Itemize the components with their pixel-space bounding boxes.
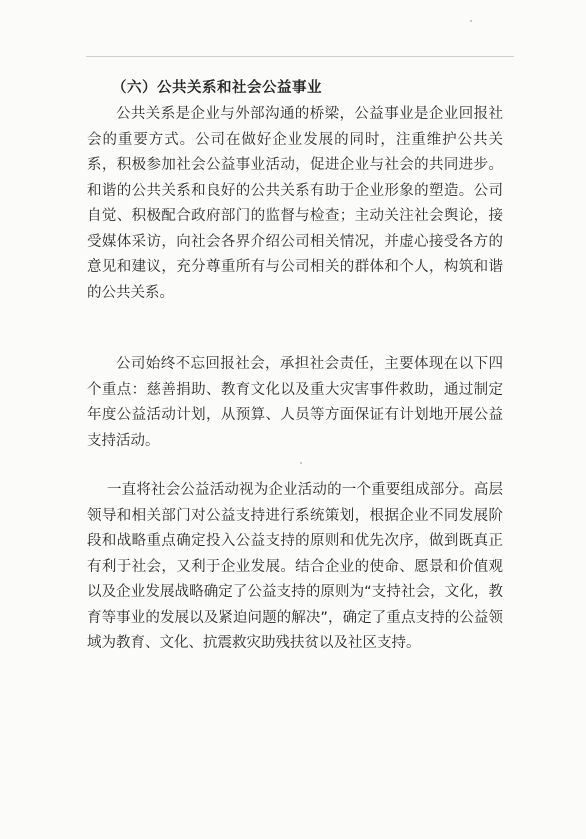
scan-speck bbox=[470, 20, 472, 22]
body-paragraph: 公司始终不忘回报社会，承担社会责任，主要体现在以下四个重点：慈善捐助、教育文化以及重大灾害事件救助，通过制定年度公益活动计划，从预算、人员等方面保证有计划地开展公益支持活动。 bbox=[87, 356, 503, 449]
body-paragraph: 一直将社会公益活动视为企业活动的一个重要组成部分。高层领导和相关部门对公益支持进行系统策划，根据企业不同发展阶段和战略重点确定投入公益支持的原则和优先次序，做到既真正有利于社会，又利于企业发展。结合企业的使命、愿景和价值观以及企业发展战略确定了公益支持的原则为“支持社会，文化，教育等事业的发展以及紧迫问题的解决”，确定了重点支持的公益领域为教育、文化、抗震救灾助残扶贫以及社区支持。 bbox=[87, 482, 503, 651]
section-heading: （六）公共关系和社会公益事业 bbox=[112, 80, 322, 96]
scan-speck bbox=[300, 462, 302, 464]
header-divider bbox=[86, 56, 514, 57]
body-paragraph: 公共关系是企业与外部沟通的桥梁，公益事业是企业回报社会的重要方式。公司在做好企业发展的同时，注重维护公共关系，积极参加社会公益事业活动，促进企业与社会的共同进步。和谐的公共关系和良好的公共关系有助于企业形象的塑造。公司自觉、积极配合政府部门的监督与检查；主动关注社会舆论，接受媒体采访，向社会各界介绍公司相关情况，并虚心接受各方的意见和建议，充分尊重所有与公司相关的群体和个人，构筑和谐的公共关系。 bbox=[87, 106, 503, 301]
